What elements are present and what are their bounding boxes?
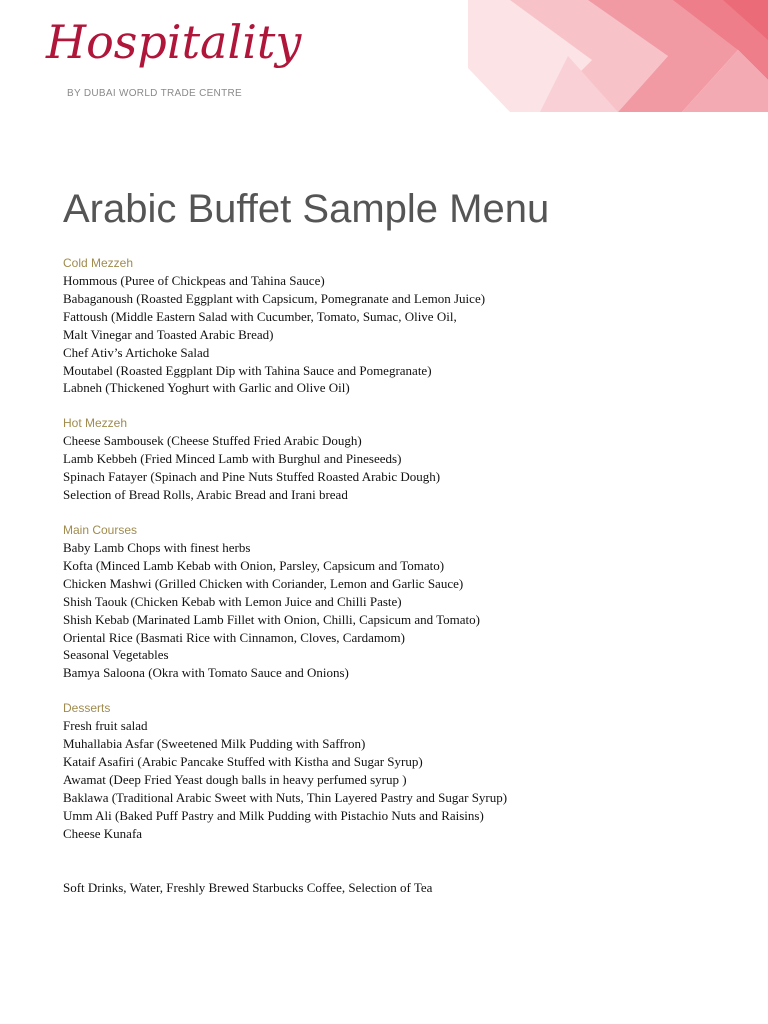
menu-item: Muhallabia Asfar (Sweetened Milk Pudding with Saffron) [63, 736, 366, 752]
menu-section [63, 254, 753, 397]
menu-item: Fresh fruit salad [63, 718, 148, 734]
menu-item: Oriental Rice (Basmati Rice with Cinnamon, Cloves, Cardamom) [63, 629, 405, 645]
logo-script-text: Hospitality [46, 15, 302, 69]
menu-item: Shish Kebab (Marinated Lamb Fillet with Onion, Chilli, Capsicum and Tomato) [63, 611, 480, 627]
menu-item: Malt Vinegar and Toasted Arabic Bread) [63, 326, 274, 342]
section-heading: Main Courses [63, 522, 138, 537]
menu-item: Selection of Bread Rolls, Arabic Bread and Irani bread [63, 487, 348, 503]
hospitality-logo [46, 12, 316, 104]
menu-item: Labneh (Thickened Yoghurt with Garlic and Olive Oil) [63, 380, 350, 396]
decorative-diamond-pattern [468, 0, 768, 112]
logo-tagline: BY DUBAI WORLD TRADE CENTRE [67, 88, 242, 99]
section-heading: Hot Mezzeh [63, 416, 128, 431]
menu-content [63, 254, 753, 860]
menu-item: Chef Ativ’s Artichoke Salad [63, 344, 210, 360]
menu-section [63, 699, 753, 842]
menu-item: Cheese Sambousek (Cheese Stuffed Fried Arabic Dough) [63, 433, 362, 449]
menu-item: Baklawa (Traditional Arabic Sweet with Nuts, Thin Layered Pastry and Sugar Syrup) [63, 789, 508, 805]
menu-item: Cheese Kunafa [63, 825, 143, 841]
menu-section [63, 414, 753, 504]
menu-item: Seasonal Vegetables [63, 647, 169, 663]
menu-item: Lamb Kebbeh (Fried Minced Lamb with Burghul and Pineseeds) [63, 451, 402, 467]
section-heading: Desserts [63, 701, 111, 716]
menu-item: Umm Ali (Baked Puff Pastry and Milk Pudding with Pistachio Nuts and Raisins) [63, 807, 484, 823]
menu-item: Hommous (Puree of Chickpeas and Tahina Sauce) [63, 273, 325, 288]
menu-item: Bamya Saloona (Okra with Tomato Sauce and Onions) [63, 665, 349, 681]
menu-item: Fattoush (Middle Eastern Salad with Cucumber, Tomato, Sumac, Olive Oil, [63, 308, 457, 324]
menu-item: Kataif Asafiri (Arabic Pancake Stuffed with Kistha and Sugar Syrup) [63, 754, 423, 770]
menu-item: Chicken Mashwi (Grilled Chicken with Coriander, Lemon and Garlic Sauce) [63, 575, 464, 591]
menu-item: Shish Taouk (Chicken Kebab with Lemon Juice and Chilli Paste) [63, 593, 402, 609]
beverages-line: Soft Drinks, Water, Freshly Brewed Starbucks Coffee, Selection of Tea [63, 880, 433, 895]
menu-item: Kofta (Minced Lamb Kebab with Onion, Parsley, Capsicum and Tomato) [63, 557, 445, 573]
menu-item: Moutabel (Roasted Eggplant Dip with Tahina Sauce and Pomegranate) [63, 362, 432, 378]
menu-item: Spinach Fatayer (Spinach and Pine Nuts Stuffed Roasted Arabic Dough) [63, 469, 441, 485]
menu-item: Babaganoush (Roasted Eggplant with Capsicum, Pomegranate and Lemon Juice) [63, 290, 486, 306]
page-title: Arabic Buffet Sample Menu [63, 187, 550, 231]
menu-item: Baby Lamb Chops with finest herbs [63, 539, 251, 555]
section-heading: Cold Mezzeh [63, 256, 134, 270]
menu-item: Awamat (Deep Fried Yeast dough balls in heavy perfumed syrup ) [63, 771, 407, 787]
menu-section [63, 521, 753, 682]
